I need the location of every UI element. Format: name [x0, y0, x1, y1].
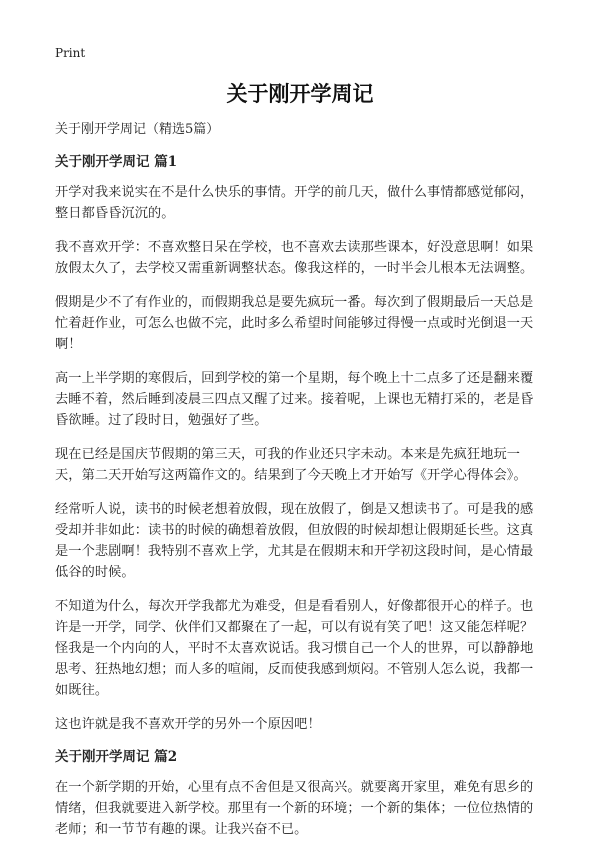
paragraph: 现在已经是国庆节假期的第三天，可我的作业还只字未动。本来是先疯狂地玩一天，第二天开始写这两篇作文的。结果到了今天晚上才开始写《开学心得体会》。 — [55, 447, 527, 483]
paragraph: 我不喜欢开学：不喜欢整日呆在学校，也不喜欢去读那些课本，好没意思啊！如果放假太久了，去学校又需重新调整状态。像我这样的，一时半会儿根本无法调整。 — [55, 240, 534, 276]
article-subtitle: 关于刚开学周记（精选5篇） — [55, 122, 220, 137]
paragraph: 在一个新学期的开始，心里有点不舍但是又很高兴。就要离开家里，难免有思乡的情绪，但我就要进入新学校。那里有一个新的环境；一个新的集体；一位位热情的老师；和一节节有趣的课。让我兴奋不已。 — [55, 780, 534, 837]
article-content — [55, 120, 545, 853]
paragraph: 不知道为什么，每次开学我都尤为难受，但是看看别人，好像都很开心的样子。也许是一开学，同学、伙伴们又都聚在了一起，可以有说有笑了吧！这又能怎样呢？怪我是一个内向的人，平时不太喜欢说话。我习惯自己一个人的世界，可以静静地思考、狂热地幻想；而人多的喧闹，反而使我感到烦闷。不管别人怎么说，我都一如既往。 — [55, 599, 534, 698]
paragraph: 经常听人说，读书的时候老想着放假，现在放假了，倒是又想读书了。可是我的感受却并非如此：读书的时候的确想着放假，但放假的时候却想让假期延长些。这真是一个悲剧啊！我特别不喜欢上学，尤其是在假期末和开学初这段时间，是心情最低谷的时候。 — [55, 502, 534, 580]
section-heading-2: 关于刚开学周记 篇2 — [55, 749, 178, 765]
paragraph: 假期是少不了有作业的，而假期我总是要先疯玩一番。每次到了假期最后一天总是忙着赶作业，可怎么也做不完，此时多么希望时间能够过得慢一点或时光倒退一天啊！ — [55, 295, 534, 352]
paragraph: 开学对我来说实在不是什么快乐的事情。开学的前几天，做什么事情都感觉郁闷，整日都昏昏沉沉的。 — [55, 185, 534, 221]
print-link[interactable]: Print — [55, 46, 86, 60]
paragraph: 高一上半学期的寒假后，回到学校的第一个星期，每个晚上十二点多了还是翻来覆去睡不着，然后睡到凌晨三四点又醒了过来。接着呢，上课也无精打采的，老是昏昏欲睡。过了段时日，勉强好了些。 — [55, 371, 534, 428]
section-heading-1: 关于刚开学周记 篇1 — [55, 154, 178, 170]
page-title: 关于刚开学周记 — [226, 81, 374, 106]
paragraph: 这也许就是我不喜欢开学的另外一个原因吧！ — [55, 717, 321, 732]
